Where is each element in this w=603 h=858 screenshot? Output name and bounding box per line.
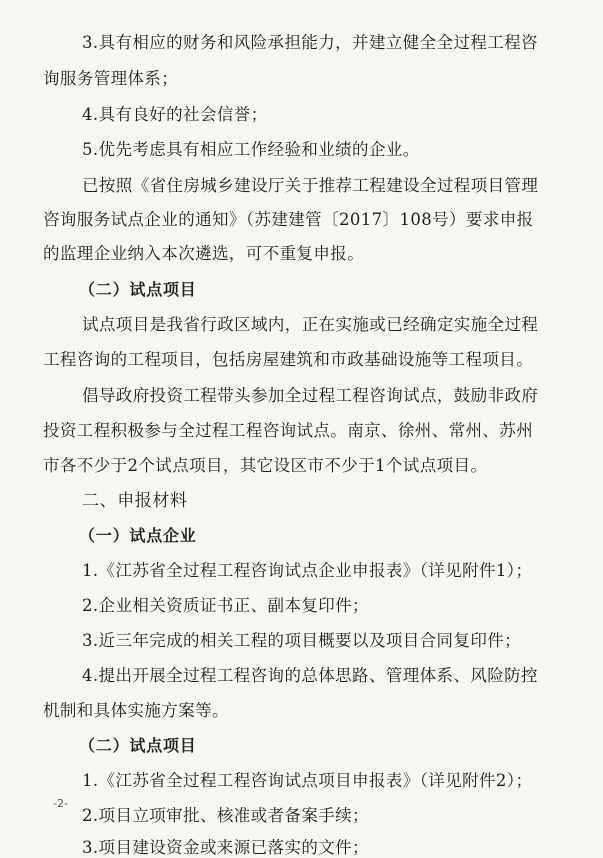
text-line: 投资工程积极参与全过程工程咨询试点。南京、徐州、常州、苏州: [43, 421, 534, 440]
text-line: 倡导政府投资工程带头参加全过程工程咨询试点，鼓励非政府: [82, 386, 539, 405]
text-line: 3.近三年完成的相关工程的项目概要以及项目合同复印件；: [82, 631, 522, 650]
text-line: 3.项目建设资金或来源已落实的文件；: [82, 838, 369, 857]
text-line: 4.具有良好的社会信誉；: [82, 105, 268, 124]
text-line: 机制和具体实施方案等。: [43, 701, 229, 720]
page-number: -2-: [53, 797, 68, 810]
text-line: 询服务管理体系；: [43, 69, 179, 88]
text-line: 工程咨询的工程项目，包括房屋建筑和市政基础设施等工程项目。: [43, 350, 534, 369]
text-line: 2.项目立项审批、核准或者备案手续；: [82, 806, 369, 825]
section-subheading: （一）试点企业: [79, 526, 197, 545]
text-line: 5.优先考虑具有相应工作经验和业绩的企业。: [82, 140, 420, 159]
text-line: 已按照《省住房城乡建设厅关于推荐工程建设全过程项目管理: [82, 176, 539, 195]
text-line: 2.企业相关资质证书正、副本复印件；: [82, 596, 369, 615]
text-line: 市各不少于2个试点项目，其它设区市不少于1个试点项目。: [43, 456, 488, 475]
text-line: 4.提出开展全过程工程咨询的总体思路、管理体系、风险防控: [82, 666, 538, 685]
text-line: 试点项目是我省行政区域内，正在实施或已经确定实施全过程: [82, 315, 539, 334]
text-line: 3.具有相应的财务和风险承担能力，并建立健全全过程工程咨: [82, 33, 538, 52]
text-line: 1.《江苏省全过程工程咨询试点企业申报表》（详见附件1）；: [82, 561, 533, 580]
text-line: 的监理企业纳入本次遴选，可不重复申报。: [43, 244, 365, 263]
section-heading: 二、申报材料: [82, 491, 188, 511]
text-line: 咨询服务试点企业的通知》（苏建建管〔2017〕108号）要求申报: [43, 210, 534, 229]
section-subheading: （二）试点项目: [79, 736, 197, 755]
section-subheading: （二）试点项目: [79, 280, 197, 299]
text-line: 1.《江苏省全过程工程咨询试点项目申报表》（详见附件2）；: [82, 771, 533, 790]
